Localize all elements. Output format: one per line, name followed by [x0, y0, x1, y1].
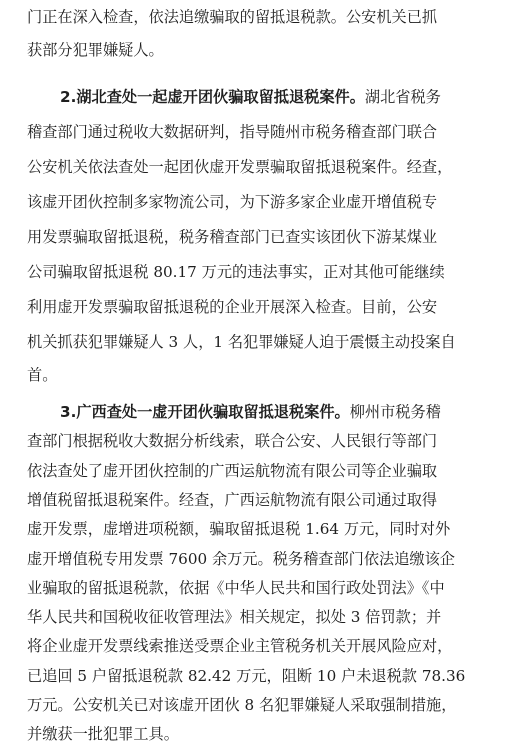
line-text: 柳州市税务稽	[349, 403, 441, 421]
section-2-heading: 2.湖北查处一起虚开团伙骗取留抵退税案件。	[60, 88, 365, 106]
line-text: 业骗取的留抵退税款，依据《中华人民共和国行政处罚法》《中	[27, 578, 445, 597]
line-text: 增值税留抵退税案件。经查，广西运航物流有限公司通过取得	[27, 490, 438, 509]
line-text: 查部门根据税收大数据分析线索，联合公安、人民银行等部门	[27, 432, 438, 451]
text-line	[0, 3, 520, 31]
text-line	[0, 361, 520, 389]
text-line	[0, 662, 520, 690]
text-line	[0, 691, 520, 719]
line-text: 公安机关依法查处一起团伙虚开发票骗取留抵退税案件。经查，	[27, 158, 453, 176]
line-text: 将企业虚开发票线索推送受票企业主管税务机关开展风险应对，	[27, 637, 453, 656]
line-text: 并缴获一批犯罪工具。	[27, 725, 179, 744]
line-text: 该虚开团伙控制多家物流公司，为下游多家企业虚开增值税专	[27, 193, 438, 211]
line-text: 依法查处了虚开团伙控制的广西运航物流有限公司等企业骗取	[27, 461, 438, 480]
text-line	[0, 457, 520, 485]
line-text: 华人民共和国税收征收管理法》相关规定，拟处 3 倍罚款；并	[27, 608, 442, 627]
text-line	[0, 223, 520, 251]
line-text: 稽查部门通过税收大数据研判，指导随州市税务稽查部门联合	[27, 123, 438, 141]
text-line	[0, 118, 520, 146]
section-2-first-line	[0, 83, 520, 111]
text-line	[0, 427, 520, 455]
text-line	[0, 486, 520, 514]
section-3-first-line	[0, 398, 520, 426]
line-text: 用发票骗取留抵退税，税务稽查部门已查实该团伙下游某煤业	[27, 228, 438, 246]
text-line	[0, 545, 520, 573]
text-line	[0, 153, 520, 181]
line-text: 湖北省税务	[364, 88, 441, 106]
text-line	[0, 574, 520, 602]
line-text: 门正在深入检查，依法追缴骗取的留抵退税款。公安机关已抓	[27, 8, 438, 26]
text-line	[0, 515, 520, 543]
text-line	[0, 36, 520, 64]
line-text: 首。	[27, 366, 58, 384]
text-line	[0, 632, 520, 660]
text-line	[0, 720, 520, 748]
line-text: 利用虚开发票骗取留抵退税的企业开展深入检查。目前，公安	[27, 298, 438, 316]
line-text: 已追回 5 户留抵退税款 82.42 万元，阻断 10 户未退税款 78.36	[27, 666, 466, 685]
text-line	[0, 188, 520, 216]
section-3-heading: 3.广西查处一虚开团伙骗取留抵退税案件。	[60, 403, 350, 421]
text-line	[0, 258, 520, 286]
text-line	[0, 328, 520, 356]
line-text: 虚开增值税专用发票 7600 余万元。税务稽查部门依法追缴该企	[27, 549, 455, 568]
line-text: 虚开发票，虚增进项税额，骗取留抵退税 1.64 万元，同时对外	[27, 520, 451, 539]
line-text: 机关抓获犯罪嫌疑人 3 人，1 名犯罪嫌疑人迫于震慑主动投案自	[27, 333, 456, 351]
line-text: 公司骗取留抵退税 80.17 万元的违法事实，正对其他可能继续	[27, 263, 445, 281]
line-text: 万元。公安机关已对该虚开团伙 8 名犯罪嫌疑人采取强制措施，	[27, 696, 457, 714]
line-text: 获部分犯罪嫌疑人。	[27, 41, 164, 59]
text-line	[0, 603, 520, 631]
text-line	[0, 293, 520, 321]
